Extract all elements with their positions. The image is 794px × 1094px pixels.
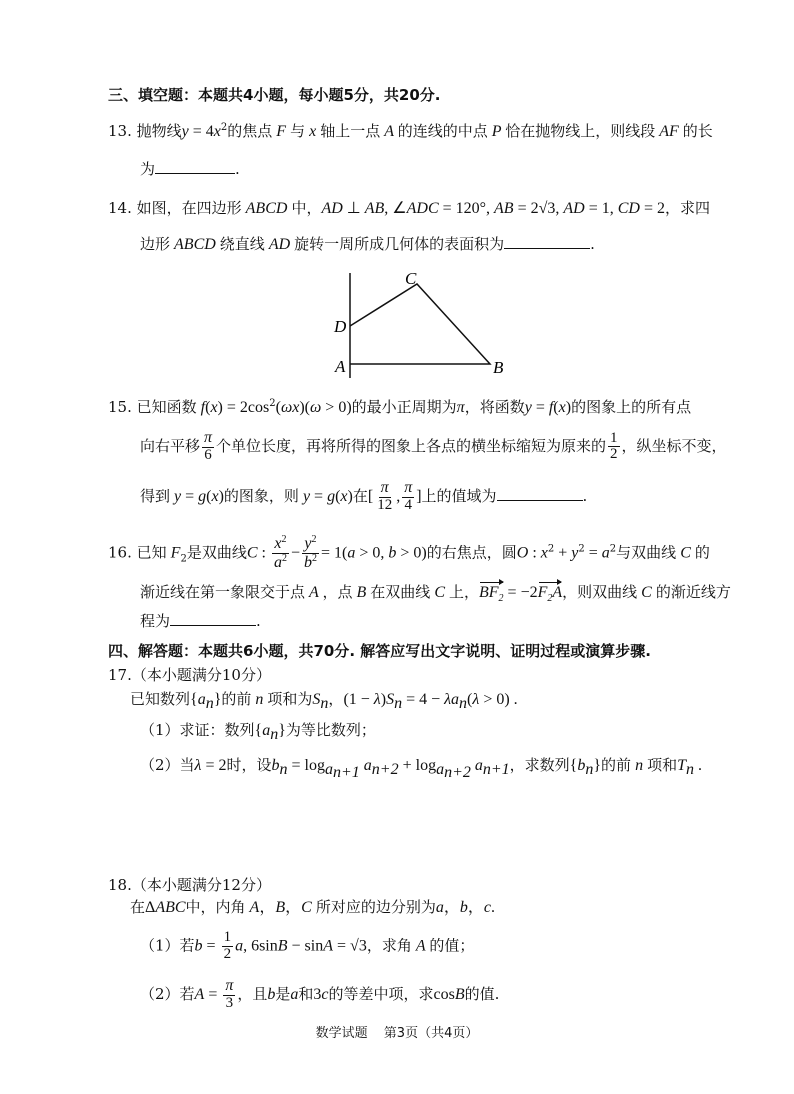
quadrilateral-figure [325,268,525,383]
question-number: 14. [108,199,132,217]
question-header: 18.（本小题满分12分） [108,876,271,894]
label-c: C [405,269,417,288]
answer-blank [155,173,235,174]
page-footer [0,1022,794,1041]
question-number: 15. [108,398,132,416]
section-title-solutions: 四、解答题：本题共6小题，共70分. 解答应写出文字说明、证明过程或演算步骤. [108,642,651,660]
section-title-fill-in: 三、填空题：本题共4小题，每小题5分，共20分. [108,86,441,104]
answer-blank [497,500,583,501]
quadrilateral-edges [350,284,490,364]
label-b: B [493,358,504,377]
answer-blank [504,248,590,249]
question-number: 16. [108,543,132,562]
answer-blank [170,625,256,626]
question-number: 13. [108,122,132,140]
question-header: 17.（本小题满分10分） [108,666,271,684]
footer-subject: 数学试题 [315,1026,368,1041]
label-a: A [335,357,346,376]
label-d: D [334,317,347,336]
footer-page-number: 第3页（共4页） [383,1026,479,1041]
